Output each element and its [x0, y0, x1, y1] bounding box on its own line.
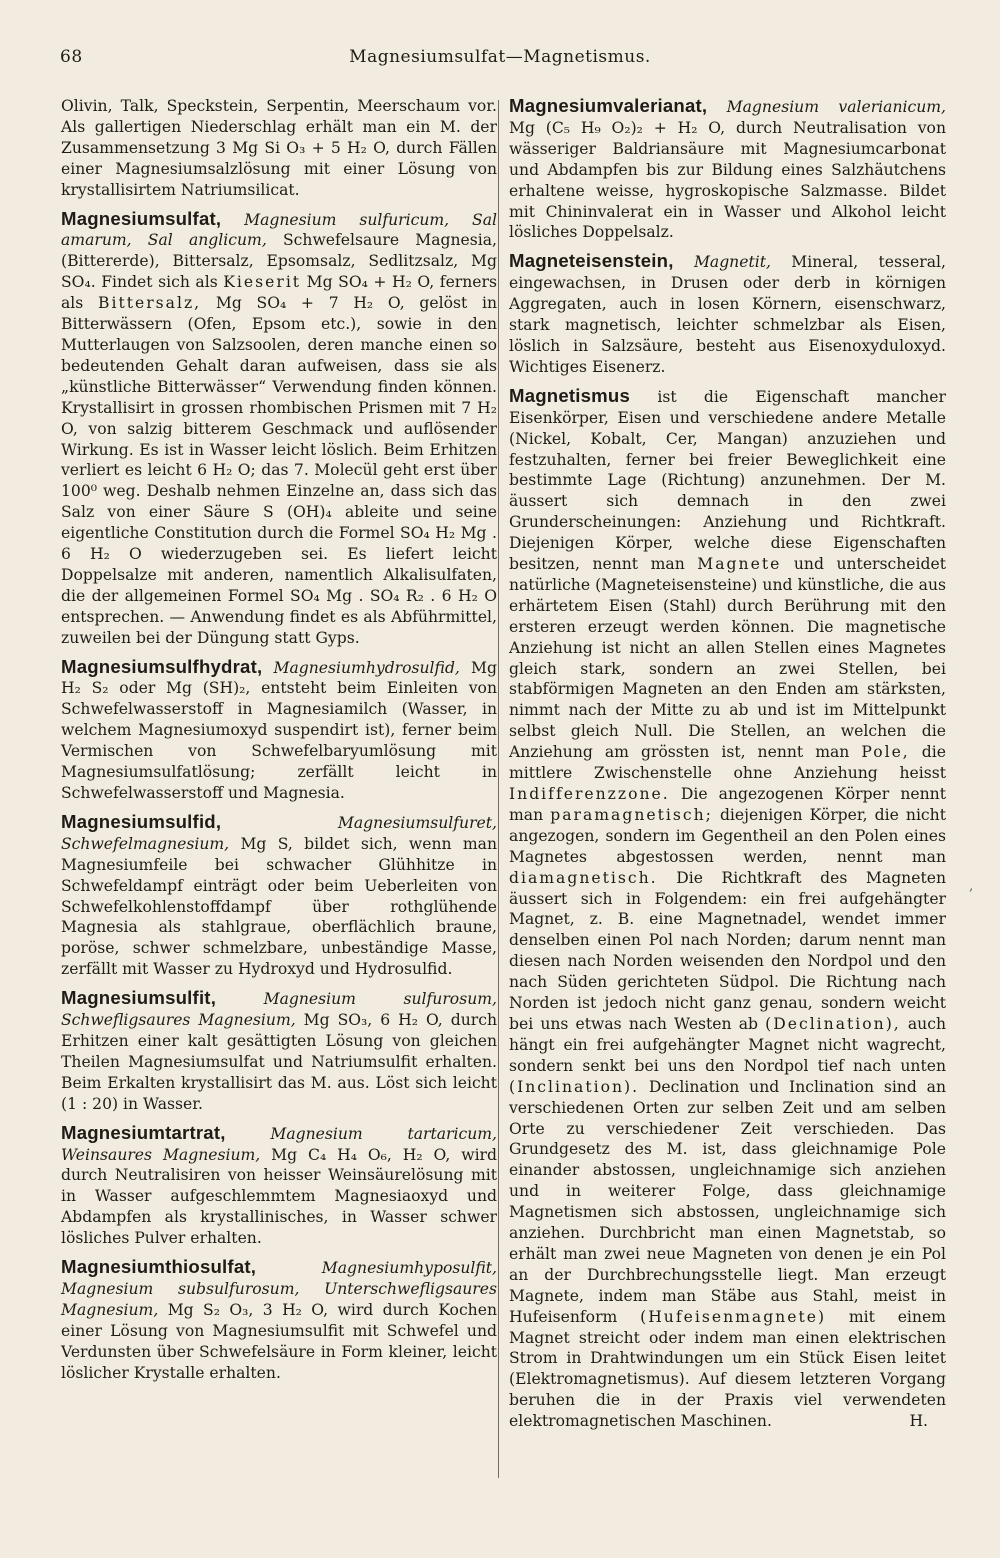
spaced-term: Magnete — [697, 555, 782, 574]
entry-text: Mg SO₃, 6 H₂ O, durch Erhitzen einer kalt gesättigten Lösung von gleichen Theilen Magnesiumsulfat und Natriumsulfit erhalten. Beim Erkalten krystallisirt das M. aus. Löst sich leicht (1 : 20) in Wasser. — [61, 1011, 497, 1113]
latin-name: Magnesium tartaricum, Weinsaures Magnesium, — [61, 1124, 497, 1164]
entry-text: Die Richtkraft des Magneten äussert sich in Folgendem: ein frei aufgehängter Magnet, z. B. eine Magnetnadel, wendet immer denselben einen Pol nach Norden; darum nennt man diesen nach Norden weisenden den Nordpol und den nach Süden gerichteten Südpol. Die Richtung nach Norden ist jedoch nicht ganz genau, sondern weicht bei uns etwas nach Westen ab — [509, 868, 946, 1033]
entry-text: Mg SO₄ + 7 H₂ O, gelöst in Bitterwässern (Ofen, Epsom etc.), sowie in den Mutterlaugen von Salzsoolen, deren manche einen so bedeutenden Gehalt daran aufweisen, dass sie als „künstliche Bitterwässer“ Verwendung finden können. Krystallisirt in grossen rhombischen Prismen mit 7 H₂ O, von salzig bitterem Geschmack und auflösender Wirkung. Es ist in Wasser leicht löslich. Beim Erhitzen verliert es leicht 6 H₂ O; das 7. Molecül geht erst über 100⁰ weg. Deshalb nehmen Einzelne an, dass sich das Salz von einer Säure S (OH)₄ ableite und seine eigentliche Constitution durch die Formel SO₄ H₂ Mg . 6 H₂ O wiederzugeben sei. Es liefert leicht Doppelsalze mit anderen, namentlich Alkalisulfaten, die der allgemeinen Formel SO₄ Mg . SO₄ R₂ . 6 H₂ O entsprechen. — Anwendung findet es als Abführmittel, zuweilen bei der Düngung statt Gyps. — [61, 294, 497, 647]
latin-name: Magnesiumhyposulfit, Magnesium subsulfurosum, Unterschwefligsaures Magnesium, — [61, 1259, 497, 1319]
headword: Magnesiumsulfat, — [61, 207, 222, 229]
headword: Magnesiumvalerianat, — [509, 95, 708, 116]
entry-text: mit einem Magnet streicht oder indem man einen elektrischen Strom in Drahtwindungen um ein Stück Eisen leitet (Elektromagnetismus). Auf diesem letzteren Vorgang beruhen die in der Praxis viel verwendeten elektromagnetischen Maschinen. — [509, 1307, 946, 1431]
latin-name: Magnesium sulfuricum, Sal amarum, Sal anglicum, — [61, 210, 497, 250]
entry-text: Mg (C₅ H₉ O₂)₂ + H₂ O, durch Neutralisation von wässeriger Baldriansäure mit Magnesiumcarbonat und Abdampfen bis zur Bildung eines Salzhäutchens erhaltene weisse, hygroskopische Salzmasse. Bildet mit Chininvalerat ein in Wasser und Alkohol leicht lösliches Doppelsalz. — [509, 118, 946, 242]
entry-text: Mg S, bildet sich, wenn man Magnesiumfeile bei schwacher Glühhitze in Schwefeldampf einträgt oder beim Ueberleiten von Schwefelkohlenstoffdampf über rothglühende Magnesia als stahlgraue, oberflächlich braune, poröse, schwer schmelzbare, unbeständige Masse, zerfällt mit Wasser zu Hydroxyd und Hydrosulfid. — [61, 834, 497, 979]
entry-magneteisenstein — [509, 251, 946, 377]
headword: Magnetismus — [509, 384, 631, 406]
entry-magnesiumvalerianat — [509, 96, 946, 243]
entry-magnesiumsulfit — [61, 988, 497, 1114]
spaced-term: Pole, — [861, 743, 910, 762]
spaced-term: (Declination), — [765, 1014, 901, 1033]
entry-magnesiumtartrat — [61, 1123, 497, 1249]
intro-paragraph: Olivin, Talk, Speckstein, Serpentin, Meerschaum vor. Als gallertigen Niederschlag erhält man ein M. der Zusammensetzung 3 Mg Si O₃ + 5 H₂ O, durch Fällen einer Magnesiumsalzlösung mit einer Lösung von krystallisirtem Natriumsilicat. — [61, 97, 497, 199]
entry-magnesiumsulfat — [61, 209, 497, 649]
spaced-term: Indifferenzzone. — [509, 785, 670, 803]
entry-text: Mg C₄ H₄ O₆, H₂ O, wird durch Neutralisiren von heisser Weinsäurelösung mit in Wasser aufgeschlemmtem Magnesiaoxyd und Abdampfen als krystallinisches, in Wasser schwer lösliches Pulver erhalten. — [61, 1145, 497, 1248]
latin-name: Magnesiumhydrosulfid, — [273, 658, 460, 677]
headword: Magnesiumsulfit, — [61, 987, 217, 1009]
entry-text: auch hängt ein frei aufgehängter Magnet nicht wagrecht, sondern senkt bei uns den Nordpol tief nach unten — [509, 1014, 946, 1075]
headword: Magnesiumthiosulfat, — [61, 1256, 257, 1278]
author-initial: H. — [909, 1412, 928, 1431]
entry-text: Mg H₂ S₂ oder Mg (SH)₂, entsteht beim Einleiten von Schwefelwasserstoff in Magnesiamilch (Wasser, in welchem Magnesiumoxyd suspendirt ist), ferner beim Vermischen von Schwefelbaryumlösung mit Magnesiumsulfatlösung; zerfällt leicht in Schwefelwasserstoff und Magnesia. — [61, 658, 497, 802]
page-number: 68 — [60, 47, 83, 67]
left-column — [61, 96, 497, 1383]
spaced-term: Bittersalz, — [98, 294, 202, 313]
entry-text: diejenigen Körper, die nicht angezogen, sondern im Gegentheil an den Polen eines Magnetes abgestossen werden, nennt man — [509, 805, 946, 866]
spaced-term: Kieserit — [223, 273, 302, 292]
entry-magnesiumthiosulfat — [61, 1257, 497, 1383]
latin-name: Magnesium sulfurosum, Schwefligsaures Magnesium, — [61, 990, 497, 1030]
latin-name: Magnetit, — [693, 253, 771, 272]
entry-text: und unterscheidet natürliche (Magneteisensteine) und künstliche, die aus erhärtetem Eisen (Stahl) durch Berührung mit den ersteren erzeugt werden können. Die magnetische Anziehung ist nicht an allen Stellen eines Magnetes gleich stark, sondern an zwei Stellen, bei stabförmigen Magneten an den Enden am stärksten, nimmt nach der Mitte zu ab und ist im Mittelpunkt selbst gleich Null. Die Stellen, an welchen die Anziehung am grössten ist, nennt man — [509, 555, 946, 762]
entry-text: Schwefelsaure Magnesia, (Bittererde), Bittersalz, Epsomsalz, Sedlitzsalz, Mg SO₄. Findet sich als — [61, 231, 497, 292]
spaced-term: (Hufeisenmagnete) — [640, 1307, 827, 1326]
headword: Magnesiumsulfhydrat, — [61, 655, 263, 677]
headword: Magneteisenstein, — [509, 250, 674, 272]
latin-name: Magnesiumsulfuret, Schwefelmagnesium, — [61, 813, 497, 853]
spaced-term: paramagnetisch; — [550, 805, 713, 824]
entry-text: Die angezogenen Körper nennt man — [509, 785, 946, 824]
spaced-term: (Inclination). — [509, 1077, 640, 1096]
entry-magnesiumsulfid — [61, 812, 497, 980]
spaced-term: diamagnetisch. — [509, 868, 658, 887]
entry-text: Mg SO₄ + H₂ O, ferners als — [61, 273, 497, 313]
entry-magnesiumsulfhydrat — [61, 657, 497, 804]
running-title: Magnesiumsulfat—Magnetismus. — [349, 47, 651, 67]
column-divider — [498, 100, 499, 1478]
entry-text: Mineral, tesseral, eingewachsen, in Drusen oder derb in körnigen Aggregaten, auch in losen Körnern, eisenschwarz, stark magnetisch, leichter schmelzbar als Eisen, löslich in Salzsäure, besteht aus Eisenoxyduloxyd. Wichtiges Eisenerz. — [509, 253, 946, 376]
latin-name: Magnesium valerianicum, — [726, 98, 946, 116]
entry-text: Declination und Inclination sind an verschiedenen Orten zur selben Zeit und am selben Orte zu verschiedener Zeit verschieden. Das Grundgesetz des M. ist, dass gleichnamige Pole einander abstossen, ungleichnamige sich anziehen und in weiterer Folge, dass gleichnamige Magnetismen sich abstossen, ungleichnamige sich anziehen. Durchbricht man einen Magnetstab, so erhält man zwei neue Magneten von denen je ein Pol an der Durchbrechungsstelle liegt. Man erzeugt Magnete, indem man Stäbe aus Stahl, meist in Hufeisenform — [509, 1077, 946, 1326]
headword: Magnesiumsulfid, — [61, 810, 222, 832]
entry-magnetismus — [509, 386, 946, 1432]
entry-text: Mg S₂ O₃, 3 H₂ O, wird durch Kochen einer Lösung von Magnesiumsulfit mit Schwefel und Verdunsten über Schwefelsäure in Form kleiner, leicht löslicher Krystalle erhalten. — [61, 1300, 497, 1382]
margin-mark: ‚ — [969, 879, 974, 894]
right-column — [509, 96, 946, 1432]
entry-text: ist die Eigenschaft mancher Eisenkörper, Eisen und verschiedene andere Metalle (Nickel, Kobalt, Cer, Mangan) anzuziehen und festzuhalten, ferner bei freier Beweglichkeit eine bestimmte Lage (Richtung) anzunehmen. Der M. äussert sich demnach in den zwei Grunderscheinungen: Anziehung und Richtkraft. Diejenigen Körper, welche diese Eigenschaften besitzen, nennt man — [509, 387, 946, 574]
headword: Magnesiumtartrat, — [61, 1121, 226, 1143]
entry-text: die mittlere Zwischenstelle ohne Anziehung heisst — [509, 743, 946, 783]
